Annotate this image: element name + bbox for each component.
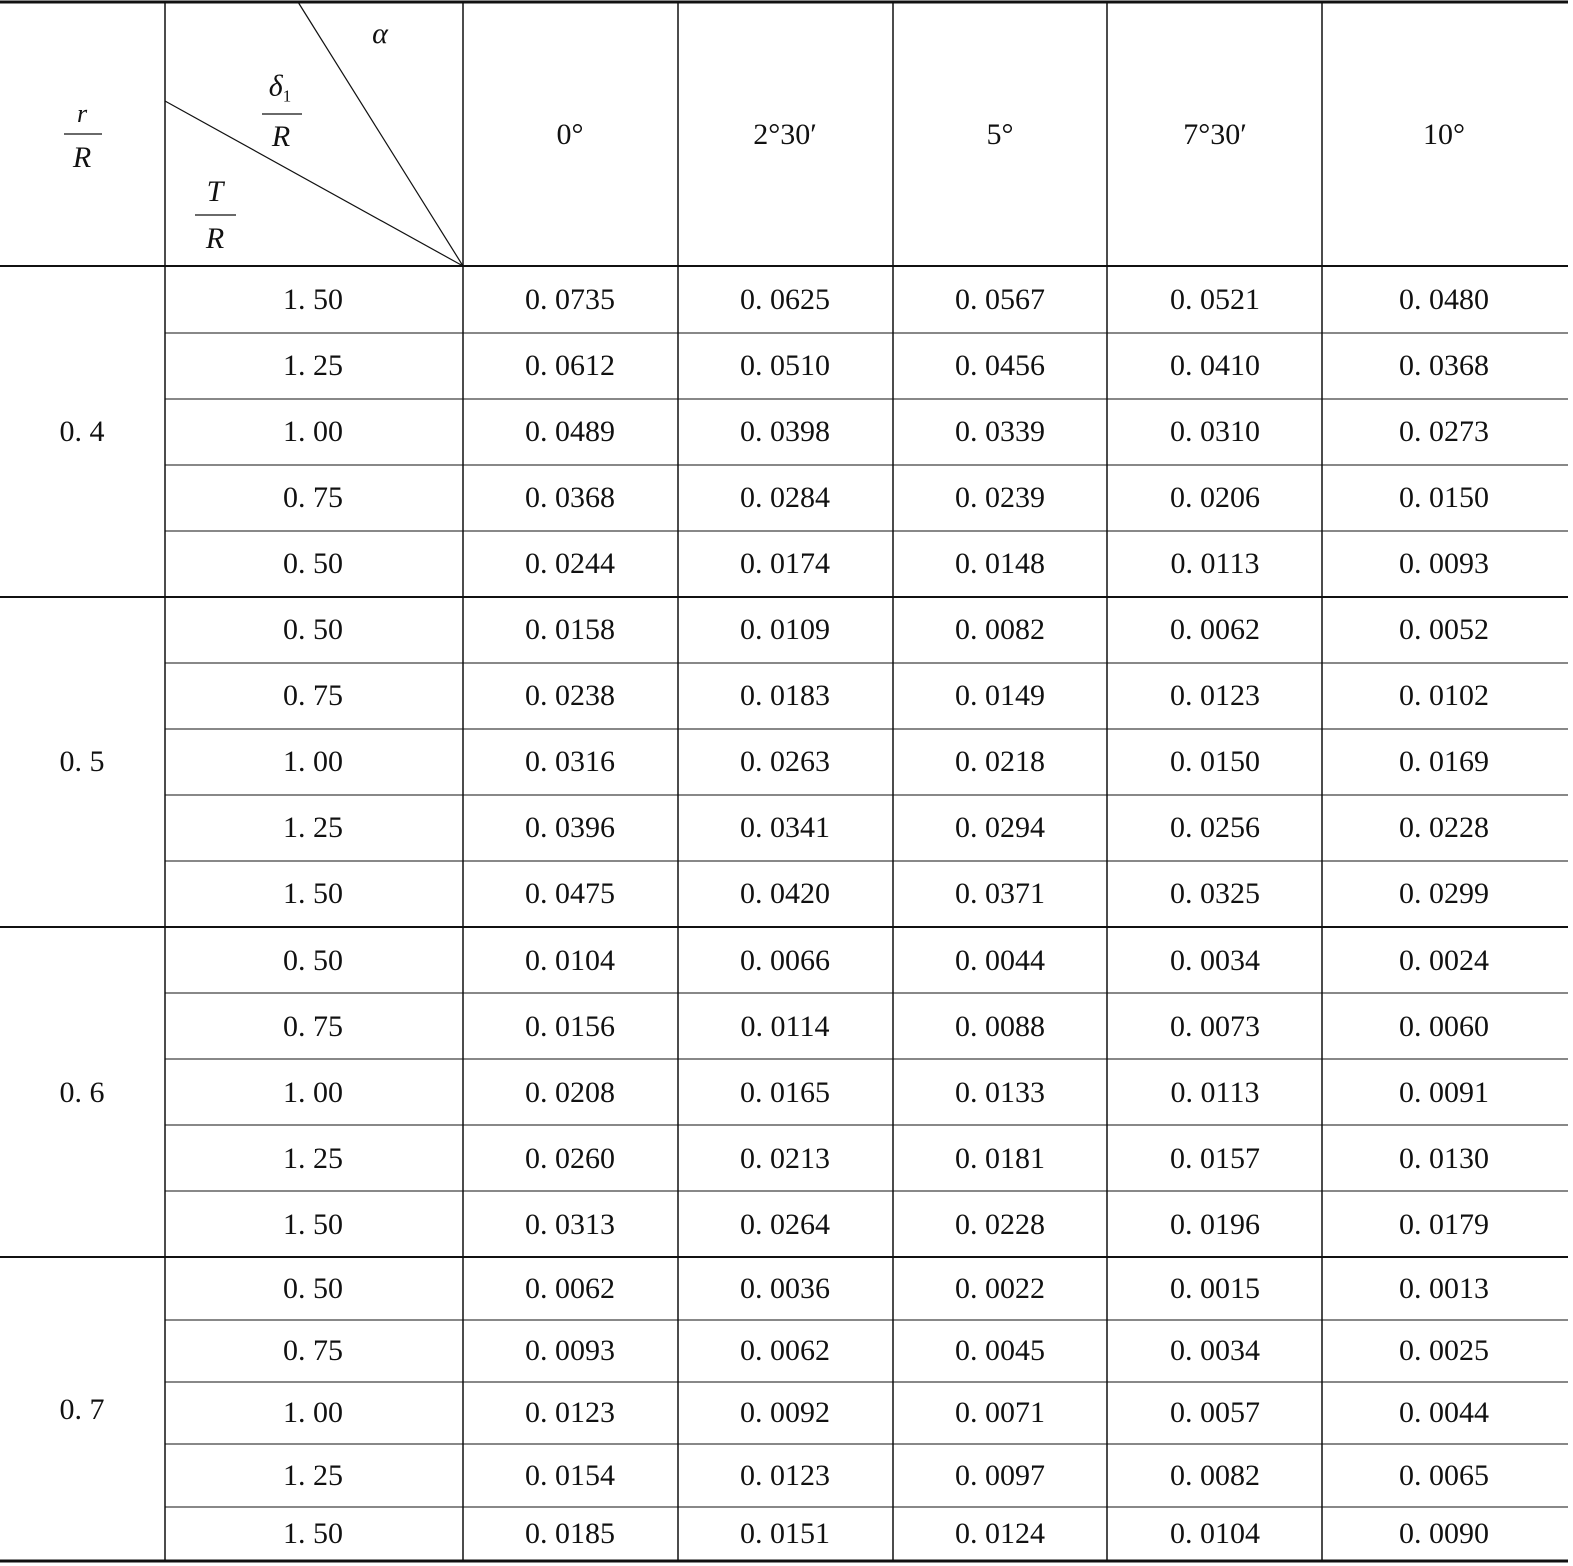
table-cell: 0. 0133 (955, 1076, 1045, 1109)
T-over-R-value: 0. 75 (283, 1010, 343, 1043)
table-cell: 0. 0218 (955, 745, 1045, 778)
table-cell: 0. 0124 (955, 1517, 1045, 1550)
table-cell: 0. 0273 (1399, 415, 1489, 448)
table-cell: 0. 0398 (740, 415, 830, 448)
angle-header-0: 0° (556, 118, 584, 151)
table-cell: 0. 0169 (1399, 745, 1489, 778)
r-over-R-value: 0. 6 (59, 1076, 105, 1109)
T-over-R-denominator: R (205, 222, 225, 255)
table-cell: 0. 0065 (1399, 1459, 1489, 1492)
table-cell: 0. 0154 (525, 1459, 615, 1492)
table-cell: 0. 0264 (740, 1208, 830, 1241)
table-cell: 0. 0256 (1170, 811, 1260, 844)
table-cell: 0. 0174 (740, 547, 830, 580)
table-cell: 0. 0114 (740, 1010, 830, 1043)
table-cell: 0. 0088 (955, 1010, 1045, 1043)
table-cell: 0. 0213 (740, 1142, 830, 1175)
table-cell: 0. 0151 (740, 1517, 830, 1550)
table-cell: 0. 0179 (1399, 1208, 1489, 1241)
table-cell: 0. 0071 (955, 1396, 1045, 1429)
table-cell: 0. 0034 (1170, 1334, 1260, 1367)
T-over-R-numerator: T (206, 175, 224, 208)
table-cell: 0. 0420 (740, 877, 830, 910)
table-cell: 0. 0066 (740, 944, 830, 977)
angle-header-4: 10° (1423, 118, 1465, 151)
table-cell: 0. 0015 (1170, 1272, 1260, 1305)
table-cell: 0. 0062 (525, 1272, 615, 1305)
table-cell: 0. 0123 (740, 1459, 830, 1492)
T-over-R-value: 1. 25 (283, 1142, 343, 1175)
T-over-R-value: 0. 50 (283, 944, 343, 977)
T-over-R-value: 0. 75 (283, 679, 343, 712)
table-cell: 0. 0013 (1399, 1272, 1489, 1305)
table-cell: 0. 0475 (525, 877, 615, 910)
r-over-R-value: 0. 4 (59, 415, 105, 448)
table-cell: 0. 0228 (955, 1208, 1045, 1241)
T-over-R-value: 0. 50 (283, 613, 343, 646)
table-cell: 0. 0092 (740, 1396, 830, 1429)
table-cell: 0. 0489 (525, 415, 615, 448)
table-cell: 0. 0102 (1399, 679, 1489, 712)
table-cell: 0. 0263 (740, 745, 830, 778)
table-cell: 0. 0368 (525, 481, 615, 514)
T-over-R-value: 0. 75 (283, 481, 343, 514)
table-cell: 0. 0082 (1170, 1459, 1260, 1492)
table-cell: 0. 0062 (740, 1334, 830, 1367)
table-cell: 0. 0371 (955, 877, 1045, 910)
table-cell: 0. 0239 (955, 481, 1045, 514)
table-cell: 0. 0238 (525, 679, 615, 712)
table-cell: 0. 0097 (955, 1459, 1045, 1492)
table-cell: 0. 0244 (525, 547, 615, 580)
T-over-R-value: 1. 50 (283, 1517, 343, 1550)
delta-subscript: 1 (282, 86, 292, 106)
table-cell: 0. 0316 (525, 745, 615, 778)
T-over-R-value: 1. 00 (283, 415, 343, 448)
r-over-R-value: 0. 7 (59, 1393, 105, 1426)
table-cell: 0. 0612 (525, 349, 615, 382)
table-cell: 0. 0149 (955, 679, 1045, 712)
table-cell: 0. 0113 (1170, 547, 1260, 580)
T-over-R-value: 1. 00 (283, 1396, 343, 1429)
table-cell: 0. 0044 (955, 944, 1045, 977)
T-over-R-value: 1. 50 (283, 1208, 343, 1241)
T-over-R-value: 1. 25 (283, 349, 343, 382)
table-cell: 0. 0045 (955, 1334, 1045, 1367)
angle-header-3: 7°30′ (1183, 118, 1247, 151)
table-cell: 0. 0109 (740, 613, 830, 646)
table-cell: 0. 0073 (1170, 1010, 1260, 1043)
table-cell: 0. 0104 (525, 944, 615, 977)
table-cell: 0. 0480 (1399, 283, 1489, 316)
r-over-R-numerator: r (76, 99, 88, 128)
table-cell: 0. 0057 (1170, 1396, 1260, 1429)
table-cell: 0. 0521 (1170, 283, 1260, 316)
T-over-R-value: 1. 50 (283, 283, 343, 316)
table-cell: 0. 0093 (1399, 547, 1489, 580)
T-over-R-value: 0. 50 (283, 547, 343, 580)
table-cell: 0. 0368 (1399, 349, 1489, 382)
table-cell: 0. 0165 (740, 1076, 830, 1109)
table-cell: 0. 0130 (1399, 1142, 1489, 1175)
table-cell: 0. 0157 (1170, 1142, 1260, 1175)
table-cell: 0. 0313 (525, 1208, 615, 1241)
table-cell: 0. 0060 (1399, 1010, 1489, 1043)
table-cell: 0. 0228 (1399, 811, 1489, 844)
table-cell: 0. 0123 (1170, 679, 1260, 712)
table-cell: 0. 0034 (1170, 944, 1260, 977)
table-cell: 0. 0150 (1170, 745, 1260, 778)
table-cell: 0. 0325 (1170, 877, 1260, 910)
table-cell: 0. 0339 (955, 415, 1045, 448)
table-cell: 0. 0396 (525, 811, 615, 844)
table-cell: 0. 0299 (1399, 877, 1489, 910)
T-over-R-value: 0. 75 (283, 1334, 343, 1367)
table-cell: 0. 0104 (1170, 1517, 1260, 1550)
T-over-R-value: 1. 25 (283, 811, 343, 844)
table-cell: 0. 0148 (955, 547, 1045, 580)
table-cell: 0. 0284 (740, 481, 830, 514)
table-cell: 0. 0090 (1399, 1517, 1489, 1550)
table-cell: 0. 0123 (525, 1396, 615, 1429)
table-cell: 0. 0036 (740, 1272, 830, 1305)
table-cell: 0. 0206 (1170, 481, 1260, 514)
delta-symbol: δ (268, 69, 283, 103)
angle-header-2: 5° (986, 118, 1014, 151)
table-cell: 0. 0208 (525, 1076, 615, 1109)
table-cell: 0. 0567 (955, 283, 1045, 316)
alpha-label: α (372, 17, 388, 50)
table-cell: 0. 0024 (1399, 944, 1489, 977)
table-cell: 0. 0294 (955, 811, 1045, 844)
table-cell: 0. 0158 (525, 613, 615, 646)
r-over-R-denominator: R (72, 141, 92, 174)
table-cell: 0. 0625 (740, 283, 830, 316)
delta-over-R-numerator (268, 69, 292, 106)
table-cell: 0. 0052 (1399, 613, 1489, 646)
table-cell: 0. 0196 (1170, 1208, 1260, 1241)
table-cell: 0. 0113 (1170, 1076, 1260, 1109)
table-cell: 0. 0022 (955, 1272, 1045, 1305)
table-cell: 0. 0062 (1170, 613, 1260, 646)
table-cell: 0. 0260 (525, 1142, 615, 1175)
table-cell: 0. 0150 (1399, 481, 1489, 514)
T-over-R-value: 1. 25 (283, 1459, 343, 1492)
T-over-R-value: 0. 50 (283, 1272, 343, 1305)
table-cell: 0. 0510 (740, 349, 830, 382)
table-cell: 0. 0185 (525, 1517, 615, 1550)
table-cell: 0. 0044 (1399, 1396, 1489, 1429)
table-cell: 0. 0341 (740, 811, 830, 844)
angle-header-1: 2°30′ (753, 118, 817, 151)
T-over-R-value: 1. 00 (283, 745, 343, 778)
T-over-R-value: 1. 00 (283, 1076, 343, 1109)
table-cell: 0. 0735 (525, 283, 615, 316)
table-cell: 0. 0156 (525, 1010, 615, 1043)
table-cell: 0. 0181 (955, 1142, 1045, 1175)
table-cell: 0. 0025 (1399, 1334, 1489, 1367)
table-cell: 0. 0093 (525, 1334, 615, 1367)
table-cell: 0. 0183 (740, 679, 830, 712)
table-cell: 0. 0456 (955, 349, 1045, 382)
table-cell: 0. 0091 (1399, 1076, 1489, 1109)
table-cell: 0. 0410 (1170, 349, 1260, 382)
r-over-R-value: 0. 5 (59, 745, 105, 778)
table-cell: 0. 0082 (955, 613, 1045, 646)
delta-over-R-denominator: R (271, 120, 291, 153)
table-cell: 0. 0310 (1170, 415, 1260, 448)
T-over-R-value: 1. 50 (283, 877, 343, 910)
